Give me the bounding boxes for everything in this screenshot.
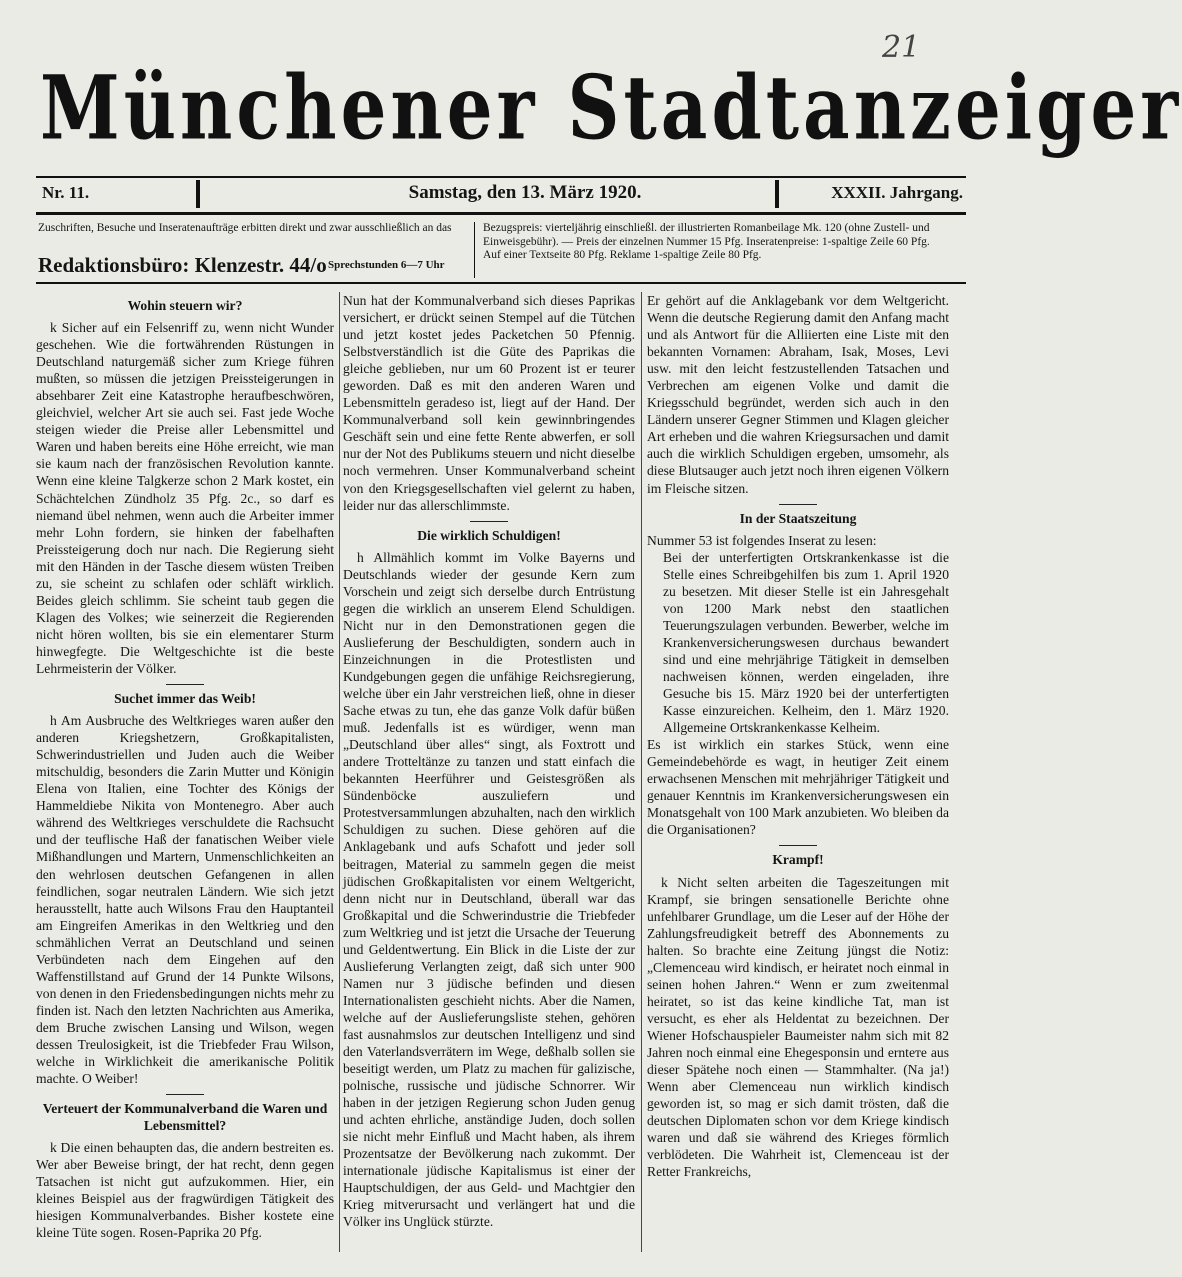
article-staatszeitung-intro: Nummer 53 ist folgendes Inserat zu lesen:: [647, 532, 877, 548]
volume-year: XXXII. Jahrgang.: [831, 183, 963, 202]
editorial-office: [38, 253, 468, 277]
rule-dateline-bottom: [36, 212, 966, 215]
office-address: Redaktionsbüro: Klenzestr. 44/o: [38, 253, 327, 277]
article-kommunalverband: k Die einen behaupten das, die andern bestreiten es. Wer aber Beweise bringt, der hat recht, denn gegen Tatsachen ist nicht gut aufzukommen. Hier, ein kleines Beispiel aus der fragwürdigen Tätigkeit des hiesigen Kommunalverbandes. Bisher kostete eine kleine Tüte sogen. Rosen-Paprika 20 Pfg.: [36, 1140, 334, 1241]
rule-header-bottom: [36, 282, 966, 284]
column-rule-2: [641, 292, 642, 1252]
article-krampf: k Nicht selten arbeiten die Tageszeitungen mit Krampf, sie bringen sensationelle Berichte ohne unfehlbarer Grundlage, um die Leser auf der Höhe der Zahlungsfreudigkeit betreff des Abonnements zu halten. So brachte eine Zeitung jüngst die Notiz: „Clemenceau wird kindisch, er heiratet noch einmal in seinen hohen Jahren.“ Wenn er zum zweitenmal heiratet, so ist das keine kindliche Tat, man ist versucht, es eher als Heldentat zu bezeichnen. Der Wiener Hofschauspieler Baumeister nahm sich mit 82 Jahren noch einmal eine Ehegesponsin und ernteте aus dieser Spätehe noch einen — Stammhalter. (Na ja!) Wenn aber Clemenceau nun wirklich kindisch geworden ist, so mag er sich damit trösten, daß die deutschen Diplomaten schon vor dem Kriege kindisch waren und daß sie während des Krieges förmlich verblödeten. Die Wahrheit ist, Clemenceau ist der Retter Frankreichs,: [647, 874, 949, 1180]
article-schuldigen-continued: Er gehört auf die Anklagebank vor dem Weltgericht. Wenn die deutsche Regierung damit den Anfang macht und als Antwort für die Alliierten eine Liste mit den bekannten Vornamen: Abraham, Isak, Moses, Levi usw. mit den leicht festzustellenden Tatsachen und Verbrechen am eigenen Volke und damit die Kriegsschuld begründet, werden sich auch in den Ländern unserer Gegner Stimmen und Klagen gleicher Art erheben und die wahren Kriegsursachen und damit auch die wirklich Schuldigen ergeben, umsomehr, als diese Blutsauger auch jetzt noch ihren eigenen Völkern im Fleische sitzen.: [647, 293, 949, 496]
column-rule-1: [339, 292, 340, 1252]
dateline-divider-left: [196, 180, 200, 208]
headline-wirklich-schuldigen: Die wirklich Schuldigen!: [417, 527, 561, 543]
column-2: [343, 292, 635, 1231]
separator: [166, 1094, 204, 1095]
article-wirklich-schuldigen: h Allmählich kommt im Volke Bayerns und Deutschlands wieder der gesunde Kern zum Vorschein und zeigt sich derselbe durch Entrüstung gegen die wirklich an unserem Elend Schuldigen. Nicht nur in den Demonstrationen gegen die Auslieferung der Beschuldigten, sondern auch in Einzeichnungen in die Protestlisten und Kundgebungen gegen die unfähige Reichsregierung, welche über ein Jahr verstreichen ließ, ohne in dieser Sache etwas zu tun, ehe das ganze Volk dafür büßen muß. Jedenfalls ist es würdiger, wenn man „Deutschland über alles“ singt, als Foxtrott und andere Trotteltänze zu tanzen und statt einfach die bekannten Heerführer und Geistesgrößen als Sündenböcke auszuliefern und Protestversammlungen abzuhalten, nach den wirklich Schuldigen zu suchen. Diese gehören auf die Anklagebank und aufs Schafott und jeder soll beitragen, Material zu sammeln gegen die meist jüdischen Großkapitalisten vor einem Weltgericht, denn nicht nur in Deutschland, überall war das Großkapital und die Schwerindustrie die Triebfeder zum Weltkrieg und ist jetzt die Ursache der Teuerung und Geldentwertung. Ein Blick in die Liste der zur Auslieferung Verlangten zeigt, daß sich unter 900 Namen nur 3 jüdische befinden und diesen Internationalisten geschieht nichts. Aber die Namen, welche auf der Auslieferungsliste stehen, gehören fast ausnahmslos zur deutschen Intelligenz und sind den Vaterlandsverrätern im Wege, deßhalb sollen sie beseitigt werden, um Platz zu machen für galizische, polnische, russische und jüdische Schnorrer. Wir haben in der jetzigen Regierung schon Juden genug und achten ehrliche, anständige Juden, doch sollen sie nicht mehr Einfluß und Macht haben, als ihrem Prozentsatze der Bevölkerung nach zukommt. Der internationale jüdische Kapitalismus ist einer der Hauptschuldigen, der aus Geld- und Machtgier den Krieg mitverursacht und verlängert hat und die Völker ins Unglück stürzte.: [343, 549, 635, 1230]
article-suchet-weib: h Am Ausbruche des Weltkrieges waren außer den anderen Kriegshetzern, Großkapitalisten, Schwerindustriellen und Juden auch die Weiber mitschuldig, besonders die Zarin Mutter und Königin Elena von Italien, eine Tochter des Königs der Hammeldiebe Nikita von Montenegro. Aber auch während des Weltkrieges verschuldete die Rachsucht und der teuflische Haß der fanatischen Weiber viele Mißhandlungen und Martern, Unmenschlichkeiten an den wehrlosen deutschen Gefangenen in allen feindlichen, sogar neutralen Ländern. Wie sich jetzt herausstellt, hatte auch Wilsons Frau den Hauptanteil am Eingreifen Amerikas in den Weltkrieg und den schmählichen Verrat an Deutschland und seinen Verbündeten nach dem Eingehen auf den Waffenstillstand auf Grund der 14 Punkte Wilsons, von denen in den Friedensbedingungen nichts mehr zu finden ist. Nach den letzten Nachrichten aus Amerika, dem Bruche zwischen Lansing und Wilson, wegen dessen Treulosigkeit, ist die Triebfeder Frau Wilson, welche in Wirklichkeit die amerikanische Politik machte. O Weiber!: [36, 713, 334, 1087]
dateline-divider-right: [775, 180, 779, 208]
issue-number: Nr. 11.: [42, 183, 90, 202]
article-staatszeitung-comment: Es ist wirklich ein starkes Stück, wenn eine Gemeindebehörde es wagt, in heutiger Zeit einem erwachsenen Menschen mit mehrjähriger Tätigkeit und genauer Kenntnis im Krankenversicherungswesen ein Monatsgehalt von 100 Mark anzubieten. Wo bleiben da die Organisationen?: [647, 737, 949, 838]
info-divider: [474, 222, 475, 278]
separator: [470, 521, 508, 522]
separator: [166, 684, 204, 685]
headline-staatszeitung: In der Staatszeitung: [739, 510, 857, 526]
article-wohin-steuern: k Sicher auf ein Felsenriff zu, wenn nicht Wunder geschehen. Wie die fortwährenden Rüstungen in Deutschland naturgemäß sicher zum Kriege führen mußten, so müssen die jetzigen Preissteigerungen in absehbarer Zeit eine Katastrophe heraufbeschwören, gleichviel, welcher Art sie auch sei. Fast jede Woche steigen wieder die Preise aller Lebensmittel und Waren und haben bereits eine Höhe erreicht, wie man sie kaum nach der französischen Revolution kannte. Wenn eine kleine Talgkerze schon 2 Mark kostet, ein Schächtelchen Zündholz 35 Pfg. 2c., so darf es niemand übel nehmen, wenn auch die Arbeiter immer mehr Lohn fordern, sie hinken der fabelhaften Preissteigerung doch nur nach. Die Regierung sieht mit den Händen in der Tasche diesem wüsten Treiben zu, sie scheint zu schlafen oder schläft wirklich. Beides gleich schlimm. Sie scheint taub gegen die Klagen des Volkes; wie seinerzeit die Regierenden nicht hören wollten, bis sie ein elementarer Sturm hinwegfegte. Die Weltgeschichte ist die beste Lehrmeisterin der Völker.: [36, 320, 334, 676]
subscription-prices: Bezugspreis: vierteljährig einschließl. der illustrierten Romanbeilage Mk. 120 (ohne Zustell- und Einweisgebühr). — Preis der einzelnen Nummer 15 Pfg. Inseratenpreise: 1-spaltige Zeile 60 Pfg. Auf einer Textseite 80 Pfg. Reklame 1-spaltige Zeile 80 Pfg.: [483, 222, 930, 261]
separator: [779, 504, 817, 505]
headline-kommunalverband: Verteuert der Kommunalverband die Waren und Lebensmittel?: [42, 1101, 328, 1134]
headline-krampf: Krampf!: [772, 852, 824, 868]
masthead-title: Münchener Stadtanzeiger: [40, 55, 1182, 160]
office-hours: Sprechstunden 6—7 Uhr: [328, 259, 445, 271]
issue-date: Samstag, den 13. März 1920.: [408, 182, 642, 203]
article-kommunalverband-continued: Nun hat der Kommunalverband sich dieses Paprikas versichert, er drückt seinen Stempel auf die Tütchen und jetzt kostet jedes Packetchen 50 Pfennig. Selbstverständlich ist die Güte des Paprikas die gleiche geblieben, nur um 60 Prozent ist er teurer geworden. Daß es mit den anderen Waren und Lebensmitteln geradeso ist, liegt auf der Hand. Der Kommunalverband soll kein gewinnbringendes Geschäft sein und eine fette Rente abwerfen, er soll nur der Not des Publikums steuern und nicht dieselbe noch vermehren. Unser Kommunalverband scheint von den Kriegsgesellschaften viel gelernt zu haben, leider nur das allerschlimmste.: [343, 293, 635, 513]
handwritten-page-number: 21: [882, 30, 921, 65]
contact-info: Zuschriften, Besuche und Inseratenaufträge erbitten direkt und zwar ausschließlich an das: [38, 222, 452, 234]
headline-suchet-weib: Suchet immer das Weib!: [114, 691, 256, 707]
headline-wohin-steuern: Wohin steuern wir?: [127, 298, 243, 313]
column-3: [647, 292, 949, 1180]
dateline: [40, 178, 965, 208]
quoted-advertisement: Bei der unterfertigten Ortskrankenkasse ist die Stelle eines Schreibgehilfen bis zum 1. April 1920 zu besetzen. Mit dieser Stelle ist ein Jahresgehalt von 1200 Mark nebst den staatlichen Teuerungszulagen verbunden. Bewerber, welche im Krankenversicherungswesen durchaus bewandert sind und eine mehrjährige Tätigkeit in demselben nachweisen können, werden eingeladen, ihre Gesuche bis 15. März 1920 bei der unterfertigten Kasse einzureichen. Kelheim, den 1. März 1920. Allgemeine Ortskrankenkasse Kelheim.: [663, 549, 949, 736]
column-1: [36, 292, 334, 1241]
separator: [779, 845, 817, 846]
